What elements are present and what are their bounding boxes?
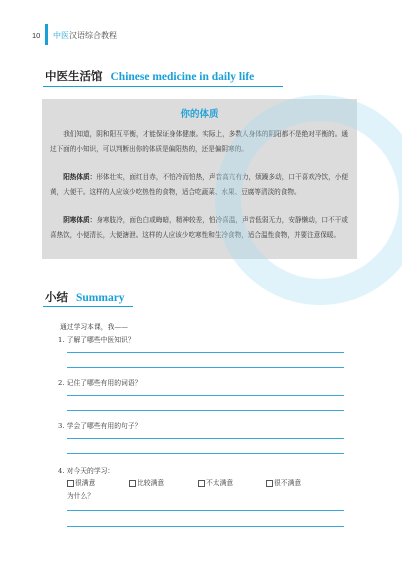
book-title-highlight: 中医 [53, 31, 69, 40]
answer-line[interactable] [67, 438, 344, 439]
info-paragraph-intro: 我们知道，阴和阳互平衡，才能保证身体健康。实际上，多数人身体的阴阳都不是绝对平衡的。通过下面的小知识，可以判断出你的体质是偏阳热的，还是偏阴寒的。 [50, 130, 348, 153]
book-title [53, 30, 117, 41]
option-fairly-satisfied[interactable] [129, 477, 164, 487]
section-heading-daily-life [45, 68, 254, 84]
checkbox[interactable] [129, 480, 136, 487]
option-label: 不太满意 [206, 479, 234, 487]
option-not-very-satisfied[interactable] [198, 477, 233, 487]
checkbox[interactable] [67, 480, 74, 487]
header-accent-bar [45, 24, 48, 45]
section-heading-cn: 中医生活馆 [45, 69, 103, 83]
book-title-rest: 汉语综合教程 [69, 31, 117, 40]
section-heading-en: Chinese medicine in daily life [110, 71, 255, 83]
answer-line[interactable] [67, 526, 344, 527]
summary-heading-en: Summary [76, 292, 125, 304]
answer-line[interactable] [67, 352, 344, 353]
question-2: 2. 记住了哪些有用的词语？ [58, 379, 142, 387]
option-label: 比较满意 [137, 479, 165, 487]
section-rule [43, 86, 283, 87]
answer-line[interactable] [67, 395, 344, 396]
yin-label: 阴寒体质： [63, 216, 97, 224]
answer-line[interactable] [67, 453, 344, 454]
answer-line[interactable] [67, 410, 344, 411]
yang-text: 形体壮实，面红目赤，不怕冷而怕热，声音高亢有力，烦躁多动，口干喜欢冷饮，小便黄，大便干。这样的人应该少吃热性的食物，适合吃蔬菜、水果、豆腐等清淡的食物。 [50, 173, 349, 196]
question-1: 1. 了解了哪些中医知识？ [58, 336, 135, 344]
summary-intro: 通过学习本课，我—— [60, 323, 128, 331]
option-very-unsatisfied[interactable] [266, 477, 301, 487]
checkbox[interactable] [198, 480, 205, 487]
question-3: 3. 学会了哪些有用的句子？ [58, 422, 142, 430]
yin-text: 身寒肢冷，面色白或晦暗，精神较差，怕冷喜温，声音低弱无力，安静懒动，口不干或喜热饮，小便清长，大便溏泄。这样的人应该少吃寒性和生冷食物，适合温性食物，并要注意保暖。 [50, 216, 349, 239]
info-box-title: 你的体质 [180, 109, 219, 120]
option-label: 很满意 [75, 479, 96, 487]
option-label: 很不满意 [274, 479, 302, 487]
answer-line[interactable] [67, 510, 344, 511]
yang-label: 阳热体质： [63, 173, 97, 181]
summary-heading-cn: 小结 [45, 290, 68, 304]
question-4: 4. 对今天的学习： [58, 467, 115, 475]
checkbox[interactable] [266, 480, 273, 487]
why-prompt: 为什么？ [67, 492, 95, 500]
section-heading-summary [45, 289, 125, 305]
answer-line[interactable] [67, 367, 344, 368]
option-very-satisfied[interactable] [67, 477, 95, 487]
summary-rule [43, 306, 133, 307]
page-number: 10 [32, 31, 41, 40]
